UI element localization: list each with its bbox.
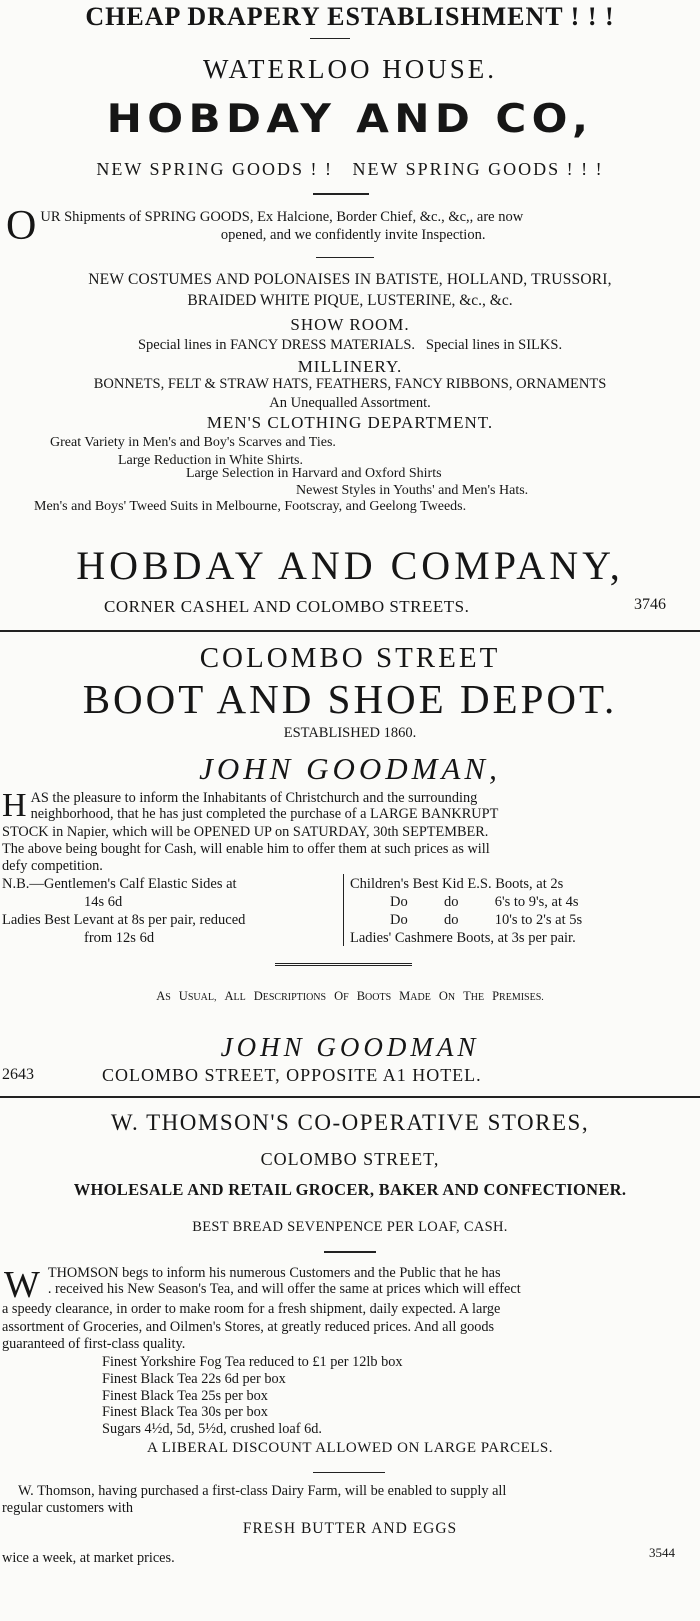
ad2-body-dropcap: H <box>2 787 27 824</box>
ad1-mens-line: Large Reduction in White Shirts. <box>118 453 303 468</box>
ad1-firm-name: HOBDAY AND CO, <box>106 97 594 142</box>
ad1-costumes-line: NEW COSTUMES AND POLONAISES IN BATISTE, HOLLAND, TRUSSORI, <box>88 271 612 288</box>
ad1-house-name: WATERLOO HOUSE. <box>203 54 497 84</box>
ad2-right-col-line: Do do 6's to 9's, at 4s <box>390 894 579 910</box>
ad3-body-line: . received his New Season's Tea, and will offer the same at prices which will effect <box>47 1281 521 1298</box>
ad1-millinery-line: An Unequalled Assortment. <box>269 395 431 411</box>
ad1-mens-heading: MEN'S CLOTHING DEPARTMENT. <box>206 413 494 432</box>
ad2-right-col-line: Children's Best Kid E.S. Boots, at 2s <box>350 876 564 892</box>
ad2-right-col-line: Do do 10's to 2's at 5s <box>390 912 583 928</box>
ad3-butter-eggs: FRESH BUTTER AND EGGS <box>242 1520 458 1537</box>
ad2-left-col-line: from 12s 6d <box>84 930 155 946</box>
ad3-trade: WHOLESALE AND RETAIL GROCER, BAKER AND CONFECTIONER. <box>73 1180 627 1199</box>
ad2-body-line: neighborhood, that he has just completed the purchase of a LARGE BANKRUPT <box>30 806 499 823</box>
ad1-reference-number: 3746 <box>634 596 666 613</box>
ad2-left-col-line: 14s 6d <box>84 894 123 910</box>
ad2-usual-word: ALL <box>224 989 246 1003</box>
ad1-mens-line: Newest Styles in Youths' and Men's Hats. <box>296 483 529 498</box>
ad3-tea-line: Finest Yorkshire Fog Tea reduced to £1 per 12lb box <box>102 1354 403 1370</box>
ad2-body-paragraph <box>2 787 692 824</box>
ad2-usual-word: USUAL, <box>178 989 217 1003</box>
ad2-divider <box>275 963 412 968</box>
ad2-usual-word: AS <box>156 989 171 1003</box>
ad3-tea-line: Finest Black Tea 30s per box <box>102 1404 268 1420</box>
ad1-intro-paragraph <box>6 203 686 249</box>
ad2-location: COLOMBO STREET, OPPOSITE A1 HOTEL. <box>102 1065 482 1085</box>
ad2-column-divider <box>343 874 344 946</box>
ad3-street: COLOMBO STREET, <box>260 1149 440 1169</box>
ad3-tea-line: Finest Black Tea 22s 6d per box <box>102 1371 286 1387</box>
ad2-reference-number: 2643 <box>2 1066 34 1083</box>
ad1-millinery-heading: MILLINERY. <box>297 357 403 376</box>
ad1-headline: CHEAP DRAPERY ESTABLISHMENT ! ! ! <box>85 2 615 31</box>
ad3-body-line: assortment of Groceries, and Oilmen's Stores, at greatly reduced prices. And all goods <box>2 1319 495 1335</box>
ad3-body-line: THOMSON begs to inform his numerous Customers and the Public that he has <box>47 1265 501 1281</box>
ad1-divider <box>310 38 350 39</box>
ad1-intro-line: opened, and we confidently invite Inspection. <box>220 226 486 243</box>
ad3-title: W. THOMSON'S CO-OPERATIVE STORES, <box>110 1110 590 1135</box>
ad1-address: CORNER CASHEL AND COLOMBO STREETS. <box>104 597 470 616</box>
ad1-mens-line: Large Selection in Harvard and Oxford Shirts <box>186 466 442 481</box>
ad2-body-line: AS the pleasure to inform the Inhabitants of Christchurch and the surrounding <box>30 790 478 806</box>
ad2-usual-word: BOOTS <box>356 989 392 1003</box>
ad1-intro-line: UR Shipments of SPRING GOODS, Ex Halcione, Border Chief, &c., &c,, are now <box>40 209 524 225</box>
ad2-body-line: STOCK in Napier, which will be OPENED UP on SATURDAY, 30th SEPTEMBER. <box>2 824 489 840</box>
ad3-body-line: a speedy clearance, in order to make room for a fresh shipment, daily expected. A large <box>2 1301 501 1317</box>
ad2-established: ESTABLISHED 1860. <box>283 725 417 741</box>
ad3-body-paragraph <box>4 1264 694 1306</box>
ad1-showroom-heading: SHOW ROOM. <box>290 315 410 334</box>
ad1-intro-dropcap: O <box>6 203 37 249</box>
ad1-costumes-line: BRAIDED WHITE PIQUE, LUSTERINE, &c., &c. <box>187 292 513 309</box>
ad2-usual-word: ON <box>438 989 456 1003</box>
ad2-bottom-rule <box>0 1096 700 1098</box>
ad2-body-line: defy competition. <box>2 858 103 874</box>
ad2-usual-word: MADE <box>399 989 431 1003</box>
ad3-divider <box>313 1472 385 1473</box>
ad1-millinery-line: BONNETS, FELT & STRAW HATS, FEATHERS, FANCY RIBBONS, ORNAMENTS <box>93 376 607 392</box>
ad2-usual-word: PREMISES. <box>492 989 544 1003</box>
ad2-usual-word: THE <box>463 989 485 1003</box>
ad3-bread: BEST BREAD SEVENPENCE PER LOAF, CASH. <box>192 1219 508 1235</box>
ad1-spring-goods: NEW SPRING GOODS ! ! NEW SPRING GOODS ! ! ! <box>96 159 604 179</box>
ad1-divider <box>313 193 369 195</box>
ad1-showroom-line: Special lines in FANCY DRESS MATERIALS. Special lines in SILKS. <box>137 337 563 353</box>
ad1-bottom-rule <box>0 630 700 632</box>
ad1-mens-line: Great Variety in Men's and Boy's Scarves and Ties. <box>50 435 336 450</box>
ad2-body-line: The above being bought for Cash, will enable him to offer them at such prices as will <box>2 841 490 857</box>
ad2-left-col-line: Ladies Best Levant at 8s per pair, reduced <box>2 912 246 928</box>
ad2-street-heading: COLOMBO STREET <box>199 642 501 674</box>
ad3-dairy-line: W. Thomson, having purchased a first-class Dairy Farm, will be enabled to supply all <box>18 1483 507 1499</box>
ad1-mens-line: Men's and Boys' Tweed Suits in Melbourne, Footscray, and Geelong Tweeds. <box>34 499 467 514</box>
ad2-owner-signature: JOHN GOODMAN <box>220 1032 480 1062</box>
ad1-divider <box>316 257 374 258</box>
ad2-usual-word: OF <box>334 989 349 1003</box>
ad3-body-dropcap: W <box>4 1264 40 1306</box>
ad2-owner-name: JOHN GOODMAN, <box>199 751 501 786</box>
ad2-left-col-line: N.B.—Gentlemen's Calf Elastic Sides at <box>2 876 237 892</box>
ad1-company-name: HOBDAY AND COMPANY, <box>76 543 624 588</box>
ad3-tea-line: Finest Black Tea 25s per box <box>102 1388 268 1404</box>
ad3-reference-number: 3544 <box>649 1545 675 1560</box>
ad2-usual-line <box>0 988 700 1004</box>
ad2-right-col-line: Ladies' Cashmere Boots, at 3s per pair. <box>350 930 576 946</box>
ad3-discount: A LIBERAL DISCOUNT ALLOWED ON LARGE PARCELS. <box>146 1440 554 1456</box>
ad3-twice-line: wice a week, at market prices. <box>2 1550 175 1566</box>
ad3-dairy-line: regular customers with <box>2 1500 134 1516</box>
ad3-divider <box>324 1251 376 1253</box>
ad3-tea-line: Sugars 4½d, 5d, 5½d, crushed loaf 6d. <box>102 1421 322 1437</box>
ad3-body-line: guaranteed of first-class quality. <box>2 1336 186 1352</box>
ad2-depot-heading: BOOT AND SHOE DEPOT. <box>82 676 618 722</box>
ad2-usual-word: DESCRIPTIONS <box>253 989 327 1003</box>
